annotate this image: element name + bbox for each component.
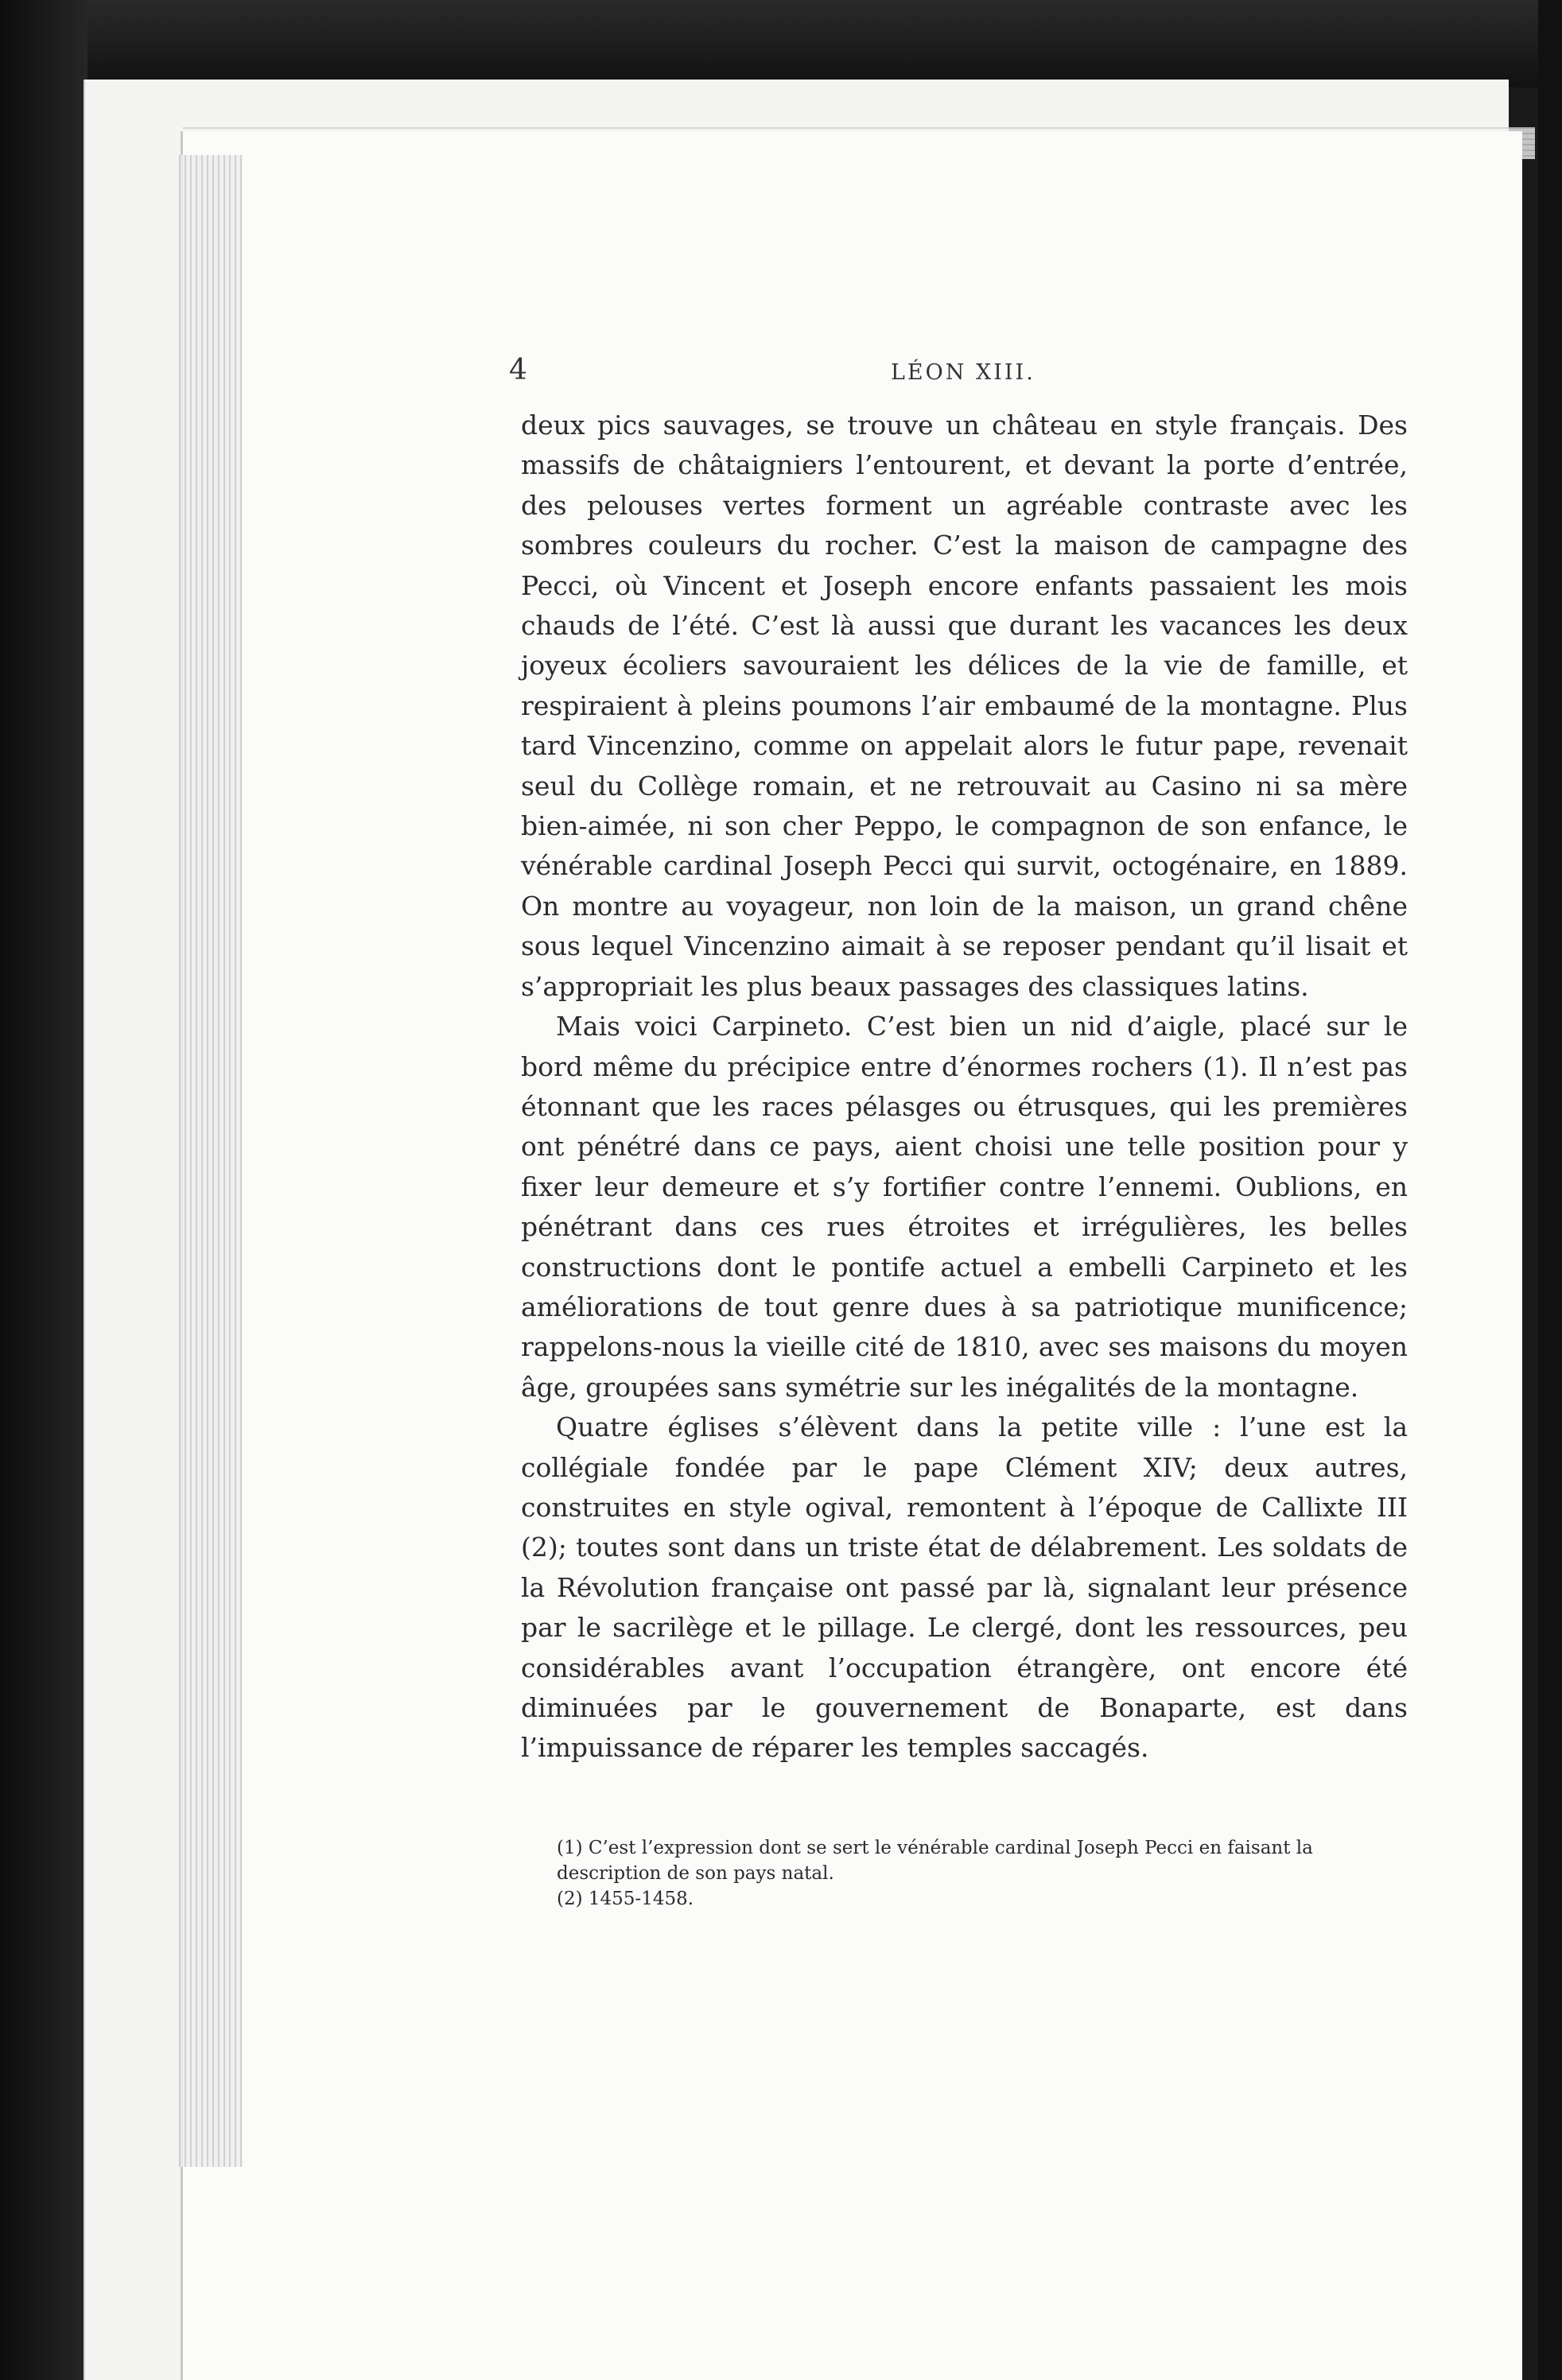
page-number: 4 — [509, 354, 527, 386]
page-header — [509, 354, 1416, 402]
scan-background-left — [0, 0, 87, 2380]
scan-background-top — [0, 0, 1562, 87]
paragraph: deux pics sauvages, se trouve un château en style français. Des massifs de châtaigniers l’entourent, et devant la porte d’entrée, des pelouses vertes forment un agréable contraste avec les sombres couleurs du rocher. C’est la maison de campagne des Pecci, où Vincent et Joseph encore enfants passaient les mois chauds de l’été. C’est là aussi que durant les vacances les deux joyeux écoliers savouraient les délices de la vie de famille, et respiraient à pleins poumons l’air embaumé de la montagne. Plus tard Vincenzino, comme on appelait alors le futur pape, revenait seul du Collège romain, et ne retrouvait au Casino ni sa mère bien-aimée, ni son cher Peppo, le compagnon de son enfance, le vénérable cardinal Joseph Pecci qui survit, octogénaire, en 1889. On montre au voyageur, non loin de la maison, un grand chêne sous lequel Vincenzino aimait à se reposer pendant qu’il lisait et s’appropriait les plus beaux passages des classiques latins. — [521, 410, 1408, 1002]
footnote: (1) C’est l’expression dont se sert le vénérable cardinal Joseph Pecci en faisant la description de son pays natal. — [557, 1838, 1313, 1884]
scan-background-right — [1538, 0, 1562, 2380]
paragraph: Mais voici Carpineto. C’est bien un nid d’aigle, placé sur le bord même du précipice entre d’énormes rochers (1). Il n’est pas étonnant que les races pélasges ou étrusques, qui les premières ont pénétré dans ce pays, aient choisi une telle position pour y fixer leur demeure et s’y fortifier contre l’ennemi. Oublions, en pénétrant dans ces rues étroites et irrégulières, les belles constructions dont le pontife actuel a embelli Carpineto et les améliorations de tout genre dues à sa patriotique munificence; rappelons-nous la vieille cité de 1810, avec ses maisons du moyen âge, groupées sans symétrie sur les inégalités de la montagne. — [521, 1011, 1408, 1403]
footnotes — [557, 1835, 1416, 1912]
page-edges-left — [179, 155, 243, 2167]
body-text — [521, 406, 1408, 1768]
paragraph: Quatre églises s’élèvent dans la petite ville : l’une est la collégiale fondée par le pape Clément XIV; deux autres, construites en style ogival, remontent à l’époque de Callixte III (2); toutes sont dans un triste état de délabrement. Les soldats de la Révolution française ont passé par là, signalant leur présence par le sacrilège et le pillage. Le clergé, dont les ressources, peu considérables avant l’occupation étrangère, ont encore été diminuées par le gouvernement de Bonaparte, est dans l’impuissance de réparer les temples saccagés. — [521, 1411, 1408, 1764]
running-head: LÉON XIII. — [891, 360, 1036, 385]
footnote: (2) 1455-1458. — [557, 1889, 694, 1909]
